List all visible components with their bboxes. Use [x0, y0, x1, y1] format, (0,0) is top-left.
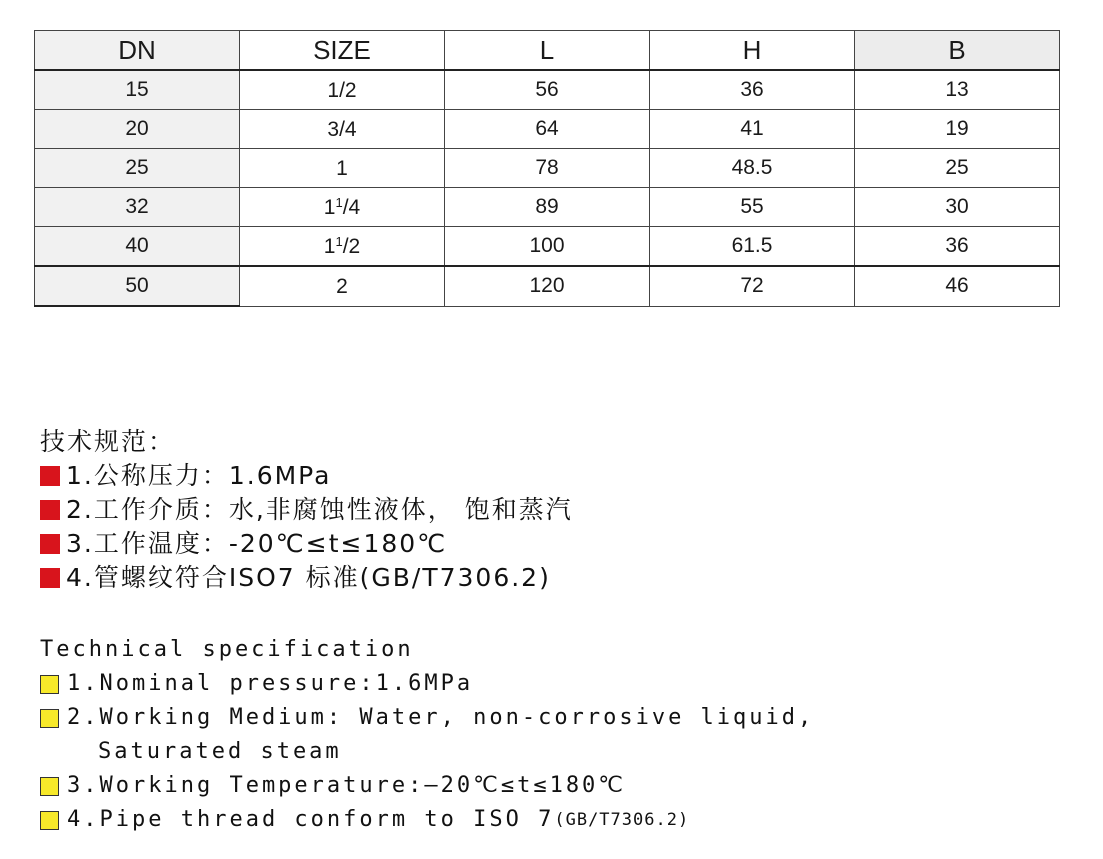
en-spec-block	[40, 633, 814, 837]
table-row	[35, 227, 1060, 267]
cell-b: 46	[855, 266, 1060, 306]
en-spec-item-continuation: Saturated steam	[98, 739, 342, 764]
cn-spec-block	[40, 425, 573, 595]
cell-l: 56	[445, 70, 650, 110]
cn-spec-title: 技术规范：	[40, 427, 176, 456]
en-spec-title: Technical specification	[40, 637, 414, 662]
cell-size: 1	[240, 149, 445, 188]
yellow-square-bullet-icon	[40, 811, 59, 830]
yellow-square-bullet-icon	[40, 709, 59, 728]
header-size: SIZE	[240, 31, 445, 71]
cn-spec-item	[40, 493, 573, 527]
cell-b: 25	[855, 149, 1060, 188]
cell-dn: 25	[35, 149, 240, 188]
cn-spec-item	[40, 527, 573, 561]
cell-dn: 32	[35, 188, 240, 227]
dimension-table	[34, 30, 1060, 307]
en-spec-item-text: 2.Working Medium: Water, non-corrosive liquid,	[67, 705, 815, 730]
cell-h: 72	[650, 266, 855, 306]
cell-l: 100	[445, 227, 650, 267]
cell-l: 78	[445, 149, 650, 188]
en-spec-item	[40, 701, 814, 735]
red-square-bullet-icon	[40, 500, 60, 520]
cell-h: 61.5	[650, 227, 855, 267]
cell-size: 2	[240, 266, 445, 306]
cell-h: 48.5	[650, 149, 855, 188]
cell-b: 30	[855, 188, 1060, 227]
cell-dn: 50	[35, 266, 240, 306]
cell-size: $1^1/2$	[240, 227, 445, 267]
header-b: B	[855, 31, 1060, 71]
cell-b: 13	[855, 70, 1060, 110]
red-square-bullet-icon	[40, 568, 60, 588]
cell-h: 55	[650, 188, 855, 227]
en-spec-item-suffix: (GB/T7306.2)	[554, 810, 690, 830]
red-square-bullet-icon	[40, 534, 60, 554]
table-header-row	[35, 31, 1060, 71]
cell-h: 41	[650, 110, 855, 149]
red-square-bullet-icon	[40, 466, 60, 486]
cell-l: 120	[445, 266, 650, 306]
cn-spec-item	[40, 561, 573, 595]
cn-spec-item-text: 3.工作温度：-20℃≤t≤180℃	[66, 529, 448, 558]
en-spec-item	[40, 667, 814, 701]
yellow-square-bullet-icon	[40, 777, 59, 796]
cell-dn: 15	[35, 70, 240, 110]
en-spec-item-text: 3.Working Temperature:—20℃≤t≤180℃	[67, 773, 627, 798]
yellow-square-bullet-icon	[40, 675, 59, 694]
header-dn: DN	[35, 31, 240, 71]
cell-l: 89	[445, 188, 650, 227]
table-row	[35, 149, 1060, 188]
en-spec-item	[40, 803, 814, 837]
en-spec-item-text: 1.Nominal pressure:1.6MPa	[67, 671, 474, 696]
cn-spec-item	[40, 459, 573, 493]
table-row	[35, 110, 1060, 149]
cell-size: 1/2	[240, 70, 445, 110]
cell-b: 36	[855, 227, 1060, 267]
cell-h: 36	[650, 70, 855, 110]
cell-l: 64	[445, 110, 650, 149]
cell-b: 19	[855, 110, 1060, 149]
cell-size: $1^1/4$	[240, 188, 445, 227]
table-row	[35, 70, 1060, 110]
table-row	[35, 188, 1060, 227]
cell-dn: 40	[35, 227, 240, 267]
cell-size: 3/4	[240, 110, 445, 149]
cn-spec-item-text: 4.管螺纹符合ISO7 标准(GB/T7306.2)	[66, 563, 551, 592]
header-h: H	[650, 31, 855, 71]
header-l: L	[445, 31, 650, 71]
cn-spec-item-text: 2.工作介质：水,非腐蚀性液体， 饱和蒸汽	[66, 495, 573, 524]
table-row	[35, 266, 1060, 306]
en-spec-item	[40, 769, 814, 803]
cell-dn: 20	[35, 110, 240, 149]
en-spec-item-text: 4.Pipe thread conform to ISO 7	[67, 807, 555, 832]
cn-spec-item-text: 1.公称压力：1.6MPa	[66, 461, 332, 490]
